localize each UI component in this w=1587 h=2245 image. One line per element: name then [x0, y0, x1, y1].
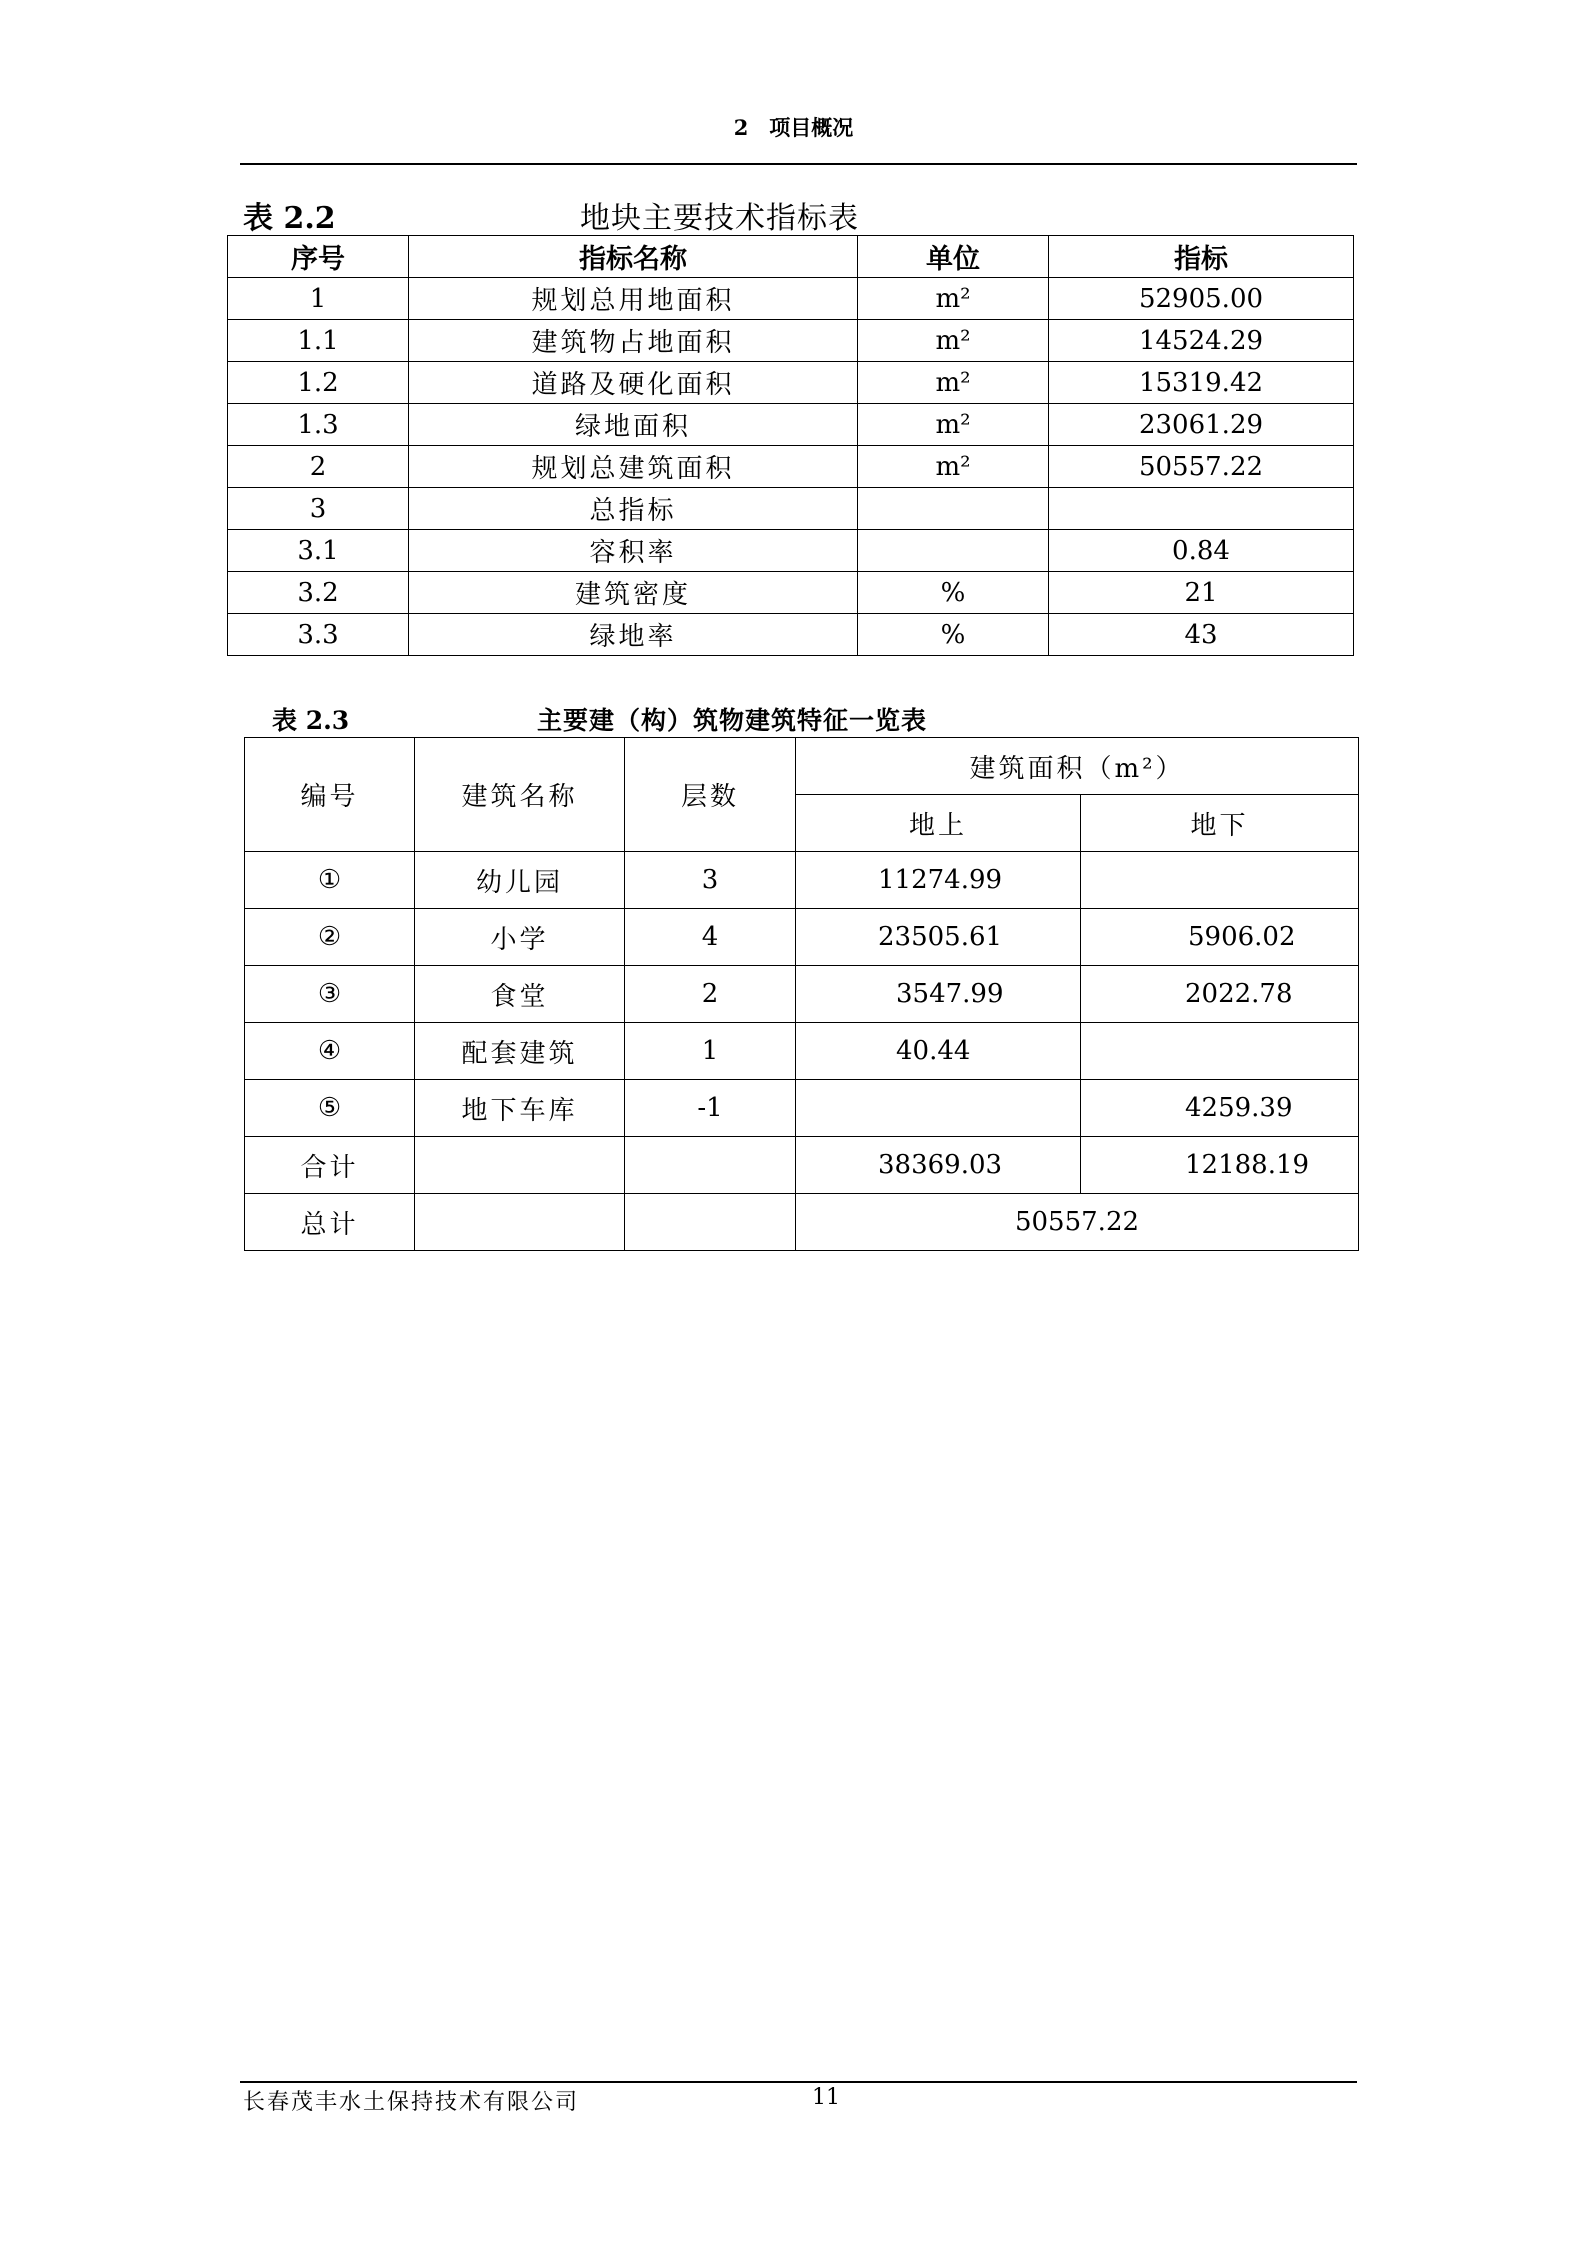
- building-id: ②: [245, 909, 415, 966]
- indicator-name: 道路及硬化面积: [409, 362, 858, 404]
- header-cell: 单位: [858, 236, 1049, 278]
- building-name: 食堂: [415, 966, 625, 1023]
- indicator-unit: m²: [858, 278, 1049, 320]
- subtotal-row: [245, 1137, 1359, 1194]
- row-id: 1: [228, 278, 409, 320]
- subtotal-above-ground: 38369.03: [796, 1137, 1081, 1194]
- total-label: 总计: [245, 1194, 415, 1251]
- table-row: [228, 572, 1354, 614]
- indicator-unit: [858, 488, 1049, 530]
- header-cell-below-ground: 地下: [1081, 795, 1359, 852]
- row-id: 1.3: [228, 404, 409, 446]
- table-row: [245, 852, 1359, 909]
- empty-cell: [415, 1194, 625, 1251]
- area-below-ground: [1081, 852, 1359, 909]
- table1-caption-label: 表 2.2: [243, 201, 336, 236]
- empty-cell: [625, 1137, 796, 1194]
- indicator-value: 43: [1049, 614, 1354, 656]
- table-row: [245, 909, 1359, 966]
- table-row: [228, 488, 1354, 530]
- table-row: [245, 966, 1359, 1023]
- indicator-unit: m²: [858, 446, 1049, 488]
- building-id: ③: [245, 966, 415, 1023]
- building-floors: 3: [625, 852, 796, 909]
- header-cell: 序号: [228, 236, 409, 278]
- building-floors: 1: [625, 1023, 796, 1080]
- indicator-name: 绿地率: [409, 614, 858, 656]
- building-floors: 2: [625, 966, 796, 1023]
- table-header-row: [228, 236, 1354, 278]
- running-header: 2 项目概况: [733, 115, 854, 140]
- table-row: [228, 278, 1354, 320]
- header-cell-area: 建筑面积（m²）: [796, 738, 1359, 795]
- building-features-table: [244, 737, 1359, 1251]
- table2-caption-title: 主要建（构）筑物建筑特征一览表: [537, 706, 928, 735]
- header-cell: 指标: [1049, 236, 1354, 278]
- building-name: 小学: [415, 909, 625, 966]
- indicator-value: 52905.00: [1049, 278, 1354, 320]
- indicator-value: 50557.22: [1049, 446, 1354, 488]
- empty-cell: [415, 1137, 625, 1194]
- indicator-unit: m²: [858, 362, 1049, 404]
- area-above-ground: 11274.99: [796, 852, 1081, 909]
- indicator-unit: [858, 530, 1049, 572]
- header-cell-name: 建筑名称: [415, 738, 625, 852]
- indicator-value: 23061.29: [1049, 404, 1354, 446]
- area-below-ground: 4259.39: [1081, 1080, 1359, 1137]
- land-indicators-table: [227, 235, 1354, 656]
- table-header-row: [245, 738, 1359, 795]
- header-cell-above-ground: 地上: [796, 795, 1081, 852]
- indicator-value: 15319.42: [1049, 362, 1354, 404]
- area-above-ground: 3547.99: [796, 966, 1081, 1023]
- row-id: 3.1: [228, 530, 409, 572]
- area-above-ground: 23505.61: [796, 909, 1081, 966]
- indicator-name: 规划总建筑面积: [409, 446, 858, 488]
- row-id: 3: [228, 488, 409, 530]
- table-row: [228, 614, 1354, 656]
- subtotal-below-ground: 12188.19: [1081, 1137, 1359, 1194]
- total-value: 50557.22: [796, 1194, 1359, 1251]
- table1-caption-title: 地块主要技术指标表: [580, 201, 859, 236]
- building-name: 幼儿园: [415, 852, 625, 909]
- area-below-ground: 2022.78: [1081, 966, 1359, 1023]
- area-below-ground: [1081, 1023, 1359, 1080]
- empty-cell: [625, 1194, 796, 1251]
- building-id: ④: [245, 1023, 415, 1080]
- row-id: 2: [228, 446, 409, 488]
- indicator-name: 建筑物占地面积: [409, 320, 858, 362]
- area-above-ground: 40.44: [796, 1023, 1081, 1080]
- building-name: 地下车库: [415, 1080, 625, 1137]
- indicator-name: 容积率: [409, 530, 858, 572]
- subtotal-label: 合计: [245, 1137, 415, 1194]
- footer-company-name: 长春茂丰水土保持技术有限公司: [243, 2090, 580, 2115]
- table-row: [228, 404, 1354, 446]
- header-cell-id: 编号: [245, 738, 415, 852]
- indicator-value: [1049, 488, 1354, 530]
- indicator-unit: %: [858, 572, 1049, 614]
- table-row: [228, 362, 1354, 404]
- row-id: 3.2: [228, 572, 409, 614]
- indicator-unit: m²: [858, 320, 1049, 362]
- indicator-name: 绿地面积: [409, 404, 858, 446]
- indicator-unit: %: [858, 614, 1049, 656]
- indicator-name: 总指标: [409, 488, 858, 530]
- indicator-value: 14524.29: [1049, 320, 1354, 362]
- page-number: 11: [812, 2085, 840, 2110]
- indicator-name: 规划总用地面积: [409, 278, 858, 320]
- footer-rule: [240, 2081, 1357, 2083]
- table-row: [228, 446, 1354, 488]
- building-floors: -1: [625, 1080, 796, 1137]
- area-below-ground: 5906.02: [1081, 909, 1359, 966]
- row-id: 3.3: [228, 614, 409, 656]
- building-id: ⑤: [245, 1080, 415, 1137]
- row-id: 1.2: [228, 362, 409, 404]
- building-name: 配套建筑: [415, 1023, 625, 1080]
- building-id: ①: [245, 852, 415, 909]
- row-id: 1.1: [228, 320, 409, 362]
- table-row: [228, 320, 1354, 362]
- area-above-ground: [796, 1080, 1081, 1137]
- header-cell-floors: 层数: [625, 738, 796, 852]
- indicator-value: 0.84: [1049, 530, 1354, 572]
- header-rule: [240, 163, 1357, 165]
- table-row: [228, 530, 1354, 572]
- indicator-value: 21: [1049, 572, 1354, 614]
- table2-caption-label: 表 2.3: [272, 706, 350, 735]
- header-cell: 指标名称: [409, 236, 858, 278]
- total-row: [245, 1194, 1359, 1251]
- table-row: [245, 1023, 1359, 1080]
- indicator-unit: m²: [858, 404, 1049, 446]
- indicator-name: 建筑密度: [409, 572, 858, 614]
- table-row: [245, 1080, 1359, 1137]
- building-floors: 4: [625, 909, 796, 966]
